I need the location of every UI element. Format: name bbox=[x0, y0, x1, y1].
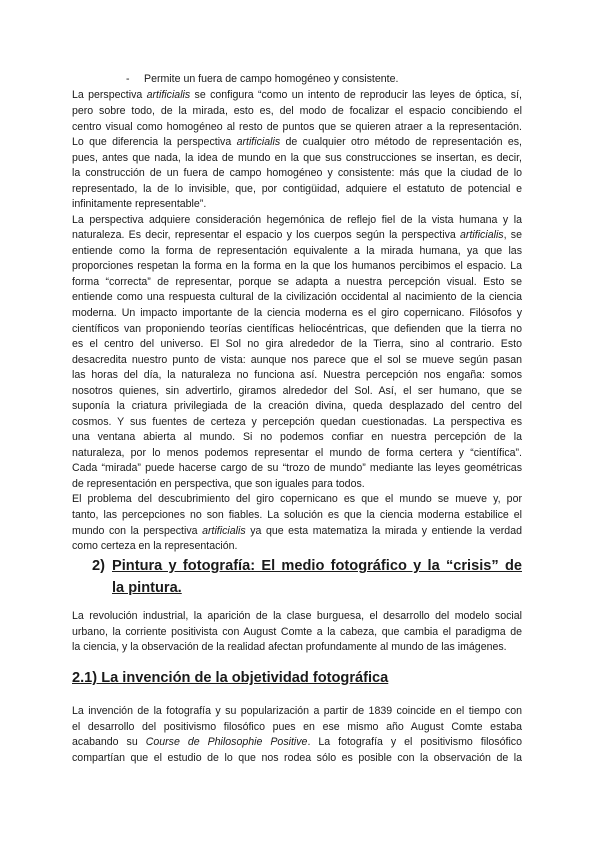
paragraph-line: científicos van proponiendo teorías científicas heliocéntricas, que defienden que la tierra no bbox=[72, 323, 522, 335]
paragraph-line: El problema del descubrimiento del giro copernicano es que el mundo se mueve y, por bbox=[72, 493, 522, 505]
paragraph-line: proporciones respetan la forma en la forma en la que los humanos percibimos el espacio. La bbox=[72, 260, 522, 272]
paragraph-line: acabando su Course de Philosophie Positive. La fotografía y el positivismo filosófico bbox=[72, 736, 522, 748]
paragraph-line: Cada “mirada” puede hacerse cargo de su “trozo de mundo” mediante las leyes geométricas bbox=[72, 462, 522, 474]
paragraph-line: infinitamente representable”. bbox=[72, 198, 207, 210]
paragraph-line: naturaleza. Es decir, representar el espacio y los cuerpos según la perspectiva artificialis, se bbox=[72, 229, 522, 241]
paragraph-line: centro visual como homogéneo al resto de puntos que se quieren atraer a la representación. bbox=[72, 121, 522, 133]
paragraph-line: las horas del día, la naturaleza no funciona así. Nuestra percepción nos engaña: somos bbox=[72, 369, 522, 381]
paragraph-line: compartían que el estudio de lo que nos rodea sólo es posible con la observación de la bbox=[72, 752, 522, 764]
paragraph-line: mundo con la perspectiva artificialis ya que esta matematiza la mirada y entiende la verdad bbox=[72, 525, 522, 537]
paragraph-line: como certeza en la representación. bbox=[72, 540, 238, 552]
paragraph-line: forma “correcta” de representar, porque se adapta a nuestra percepción visual. Esto se bbox=[72, 276, 522, 288]
paragraph-line: pero sobre todo, de la mirada, esto es, del modo de focalizar el espacio concibiendo el bbox=[72, 105, 522, 117]
paragraph-line: moderna. Un impacto importante de la ciencia moderna es el giro copernicano. Filósofos y bbox=[72, 307, 522, 319]
paragraph-line: La perspectiva artificialis se configura “como un intento de reproducir las leyes de óptica, sí, bbox=[72, 89, 522, 101]
paragraph-line: naturaleza, por lo menos podemos representar el mundo de forma certera y “científica”. bbox=[72, 447, 522, 459]
section-title: Pintura y fotografía: El medio fotográfico y la “crisis” de la pintura. bbox=[112, 558, 522, 596]
subsection-heading: 2.1) La invención de la objetividad fotográfica bbox=[72, 670, 389, 686]
paragraph-line: La invención de la fotografía y su popularización a partir de 1839 coincide en el tiempo con bbox=[72, 705, 522, 717]
paragraph-line: nosotros quienes, sin advertirlo, giramos alrededor del Sol. Así, el ser humano, que se bbox=[72, 385, 522, 397]
paragraph-line: de representación en perspectiva, que son iguales para todos. bbox=[72, 478, 365, 490]
paragraph-line: entiende como una respuesta cultural de la civilización occidental al nacimiento de la ciencia bbox=[72, 291, 522, 303]
paragraph-line: tanto, las percepciones no son fiables. La solución es que la ciencia moderna estabilice el bbox=[72, 509, 522, 521]
bullet-text: Permite un fuera de campo homogéneo y consistente. bbox=[144, 73, 399, 85]
paragraph-line: urbano, la corriente positivista con August Comte a la cabeza, que cambia el paradigma de bbox=[72, 626, 522, 638]
paragraph-line: pues, antes que nada, la idea de mundo en la que sus construcciones se insertan, es decir, bbox=[72, 152, 522, 164]
section-number: 2) bbox=[92, 558, 105, 574]
paragraph-line: una ventana abierta al mundo. Si no podemos confiar en nuestra percepción de la bbox=[72, 431, 522, 443]
bullet-marker: - bbox=[126, 73, 130, 85]
paragraph-line: el desarrollo del positivismo filosófico pues en ese mismo año August Comte estaba bbox=[72, 721, 522, 733]
bullet-item bbox=[126, 72, 398, 88]
paragraph-line: la construcción de un fuera de campo homogéneo y consistente: más que la ciudad de lo bbox=[72, 167, 522, 179]
paragraph-line: Lo que diferencia la perspectiva artificialis de cualquier otro método de representación es, bbox=[72, 136, 522, 148]
paragraph-line: representado, la de lo invisible, que, por contigüidad, adquiere el estatuto de potencial e bbox=[72, 183, 522, 195]
paragraph-line: La perspectiva adquiere consideración hegemónica de reflejo fiel de la vista humana y la bbox=[72, 214, 522, 226]
paragraph-line: suponía la criatura privilegiada de la creación divina, queda desplazado del centro del bbox=[72, 400, 522, 412]
paragraph-line: es el centro del universo. El Sol no gira alrededor de la Tierra, sino al contrario. Esto bbox=[72, 338, 522, 350]
paragraph-line: la ciencia, y la observación de la realidad afectan profundamente al mundo de las imágenes. bbox=[72, 641, 507, 653]
paragraph-line: cosmos. Y sus fuentes de certeza y percepción quedan cuestionadas. La perspectiva es bbox=[72, 416, 522, 428]
paragraph-line: entiende como la forma de representación equivalente a la mirada humana, ya que las bbox=[72, 245, 522, 257]
paragraph-line: La revolución industrial, la aparición de la clase burguesa, el desarrollo del modelo social bbox=[72, 610, 522, 622]
paragraph-line: desacredita nuestro punto de vista: aunque nos parece que el sol se mueve según pasan bbox=[72, 354, 522, 366]
